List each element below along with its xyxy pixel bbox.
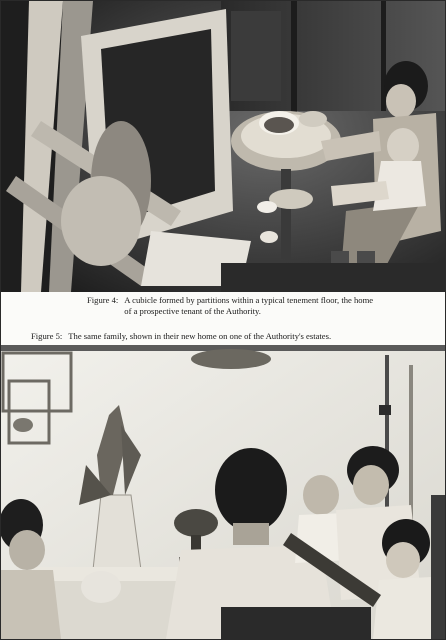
figure-4-caption-text: A cubicle formed by partitions within a typical tenement floor, the home of a prospective tenant of the Authority. [124, 295, 374, 316]
figure-4-label: Figure 4: [87, 295, 119, 305]
figure-4-caption [87, 295, 377, 316]
figure-5-caption-text: The same family, shown in their new home on one of the Authority's estates. [68, 331, 332, 341]
figure-5-caption [31, 331, 431, 342]
figure-5-photo-drawing [1, 345, 445, 639]
figure-4-photo-drawing [1, 1, 445, 292]
figure-4-photo [1, 1, 445, 292]
figure-5-photo [1, 345, 445, 639]
figure-5-label: Figure 5: [31, 331, 63, 341]
